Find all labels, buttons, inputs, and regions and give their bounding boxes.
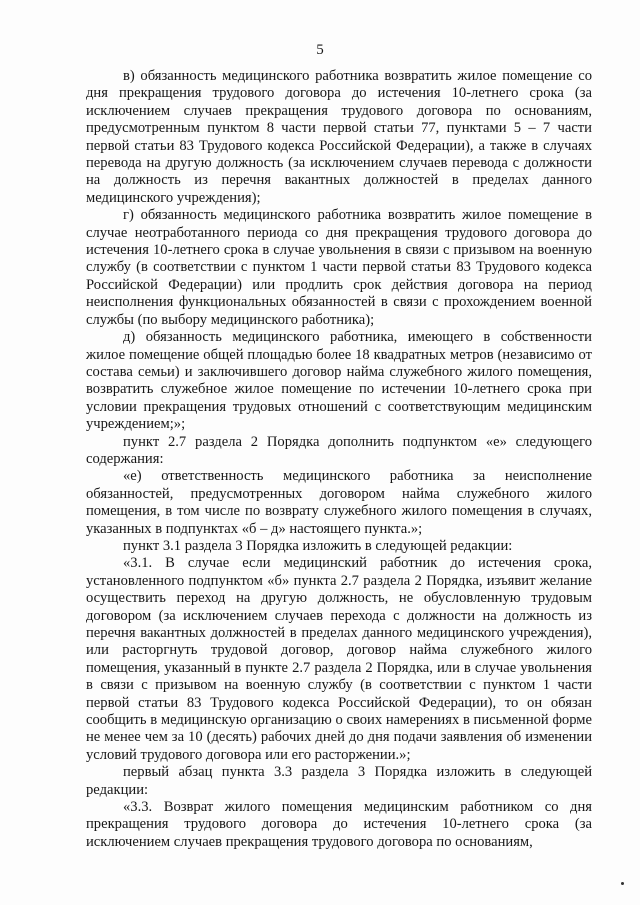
paragraph-item-3-3: «3.3. Возврат жилого помещения медицинским работником со дня прекращения трудового договора до истечения 10-летнего срока (за исключением случаев прекращения трудового договора по основаниям,: [86, 799, 592, 850]
paragraph-amend-3-1: пункт 3.1 раздела 3 Порядка изложить в следующей редакции:: [123, 537, 513, 554]
document-body: [86, 68, 592, 851]
paragraph-subitem-v: в) обязанность медицинского работника возвратить жилое помещение со дня прекращения трудового договора до истечения 10-летнего срока (за исключением случаев прекращения трудового договора по основаниям, предусмотренным пунктом 8 части первой статьи 77, пунктами 5 – 7 части первой статьи 83 Трудового кодекса Российской Федерации), а также в случаях перевода на другую должность (за исключением случаев перевода с должности на должность из перечня вакантных должностей в пределах данного медицинского учреждения);: [86, 68, 592, 206]
paragraph-subitem-g: г) обязанность медицинского работника возвратить жилое помещение в случае неотработанного периода со дня прекращения трудового договора до истечения 10-летнего срока в случае увольнения в связи с призывом на военную службу (в соответствии с пунктом 1 части первой статьи 83 Трудового кодекса Российской Федерации) или продлить срок действия договора на период неисполнения функциональных обязанностей в связи с прохождением военной службы (по выбору медицинского работника);: [86, 207, 592, 328]
paragraph-subitem-e: «е) ответственность медицинского работника за неисполнение обязанностей, предусмотренных договором найма служебного жилого помещения, в том числе по возврату служебного жилого помещения в случаях, указанных в подпунктах «б – д» настоящего пункта.»;: [86, 468, 592, 537]
paragraph-subitem-d: д) обязанность медицинского работника, имеющего в собственности жилое помещение общей площадью более 18 квадратных метров (независимо от состава семьи) и заключившего договор найма служебного жилого помещения, возвратить служебное жилое помещение по истечении 10-летнего срока при условии прекращения трудовых отношений с соответствующим медицинским учреждением;»;: [86, 329, 592, 433]
scan-speck: [621, 882, 624, 885]
page-number: 5: [316, 42, 324, 58]
paragraph-amend-2-7: пункт 2.7 раздела 2 Порядка дополнить подпунктом «е» следующего содержания:: [86, 433, 592, 467]
paragraph-amend-3-3: первый абзац пункта 3.3 раздела 3 Порядка изложить в следующей редакции:: [86, 764, 592, 798]
paragraph-item-3-1: «3.1. В случае если медицинский работник до истечения срока, установленного подпунктом «б» пункта 2.7 раздела 2 Порядка, изъявит желание осуществить переход на другую должность, не обусловленную трудовым договором (за исключением случаев перехода с должности на должность из перечня вакантных должностей в пределах данного медицинского учреждения), или расторгнуть трудовой договор, договор найма служебного жилого помещения, указанный в пункте 2.7 раздела 2 Порядка, или в случае увольнения в связи с призывом на военную службу (в соответствии с пунктом 1 части первой статьи 83 Трудового кодекса Российской Федерации), то он обязан сообщить в медицинскую организацию о своих намерениях в письменной форме не менее чем за 10 (десять) рабочих дней до дня подачи заявления об изменении условий трудового договора или его расторжении.»;: [86, 555, 592, 763]
